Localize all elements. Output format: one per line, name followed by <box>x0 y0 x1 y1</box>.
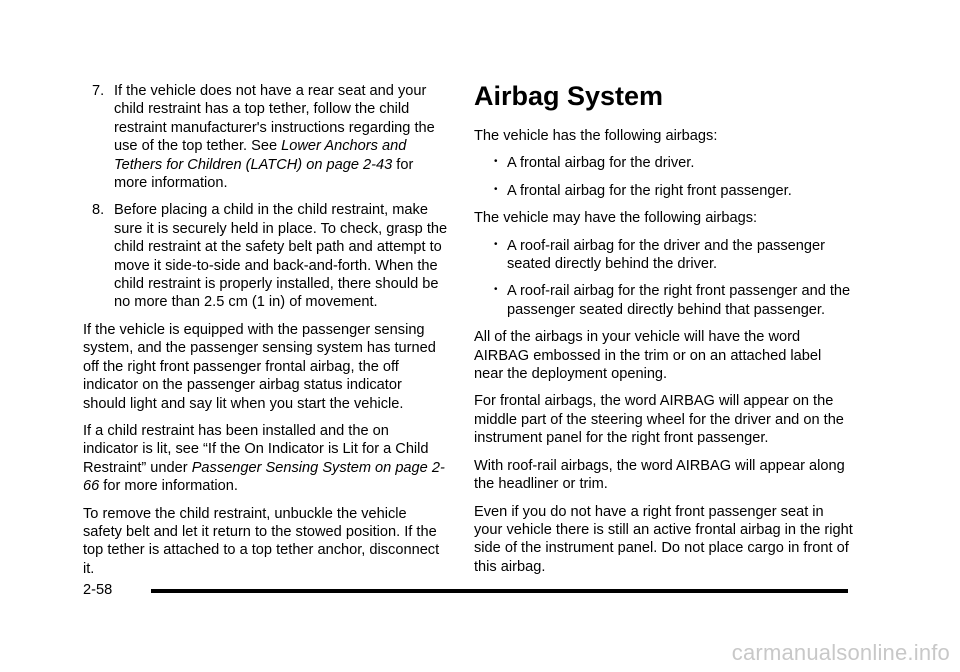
right-column <box>474 82 854 585</box>
cross-reference-link[interactable]: Lower Anchors and Tethers for Children (LATCH) on page 2-43 <box>114 138 407 173</box>
watermark: carmanualsonline.info <box>731 640 950 665</box>
paragraph: For frontal airbags, the word AIRBAG will appear on the middle part of the steering wheel for the driver and on the instrument panel for the right front passenger. <box>474 393 844 447</box>
list-number: 7. <box>92 83 105 99</box>
left-column <box>83 82 448 587</box>
list-item-text: A frontal airbag for the right front passenger. <box>507 182 792 199</box>
paragraph: If the vehicle is equipped with the passenger sensing system, and the passenger sensing system has turned off the right front passenger frontal airbag, the off indicator on the passenger airbag status indicator should light and say lit when you start the vehicle. <box>83 321 436 412</box>
paragraph: Even if you do not have a right front passenger seat in your vehicle there is still an active frontal airbag in the right side of the instrument panel. Do not place cargo in front of this airbag. <box>474 503 853 575</box>
bullet-list <box>474 154 854 200</box>
page-number: 2-58 <box>83 582 113 598</box>
bullet-icon: • <box>494 156 498 168</box>
list-number: 8. <box>92 202 105 219</box>
list-item <box>474 282 854 319</box>
paragraph-text-end: for more information. <box>99 478 238 495</box>
bullet-icon: • <box>494 238 498 250</box>
cross-reference-link[interactable]: Passenger Sensing System on page 2-66 <box>83 459 445 495</box>
bullet-icon: • <box>494 183 498 195</box>
list-item-text: A frontal airbag for the driver. <box>507 155 695 172</box>
list-item-text: A roof-rail airbag for the right front passenger and the passenger seated directly behind that passenger. <box>507 283 851 318</box>
paragraph-child-restraint <box>83 422 448 496</box>
list-item <box>474 237 854 274</box>
item-text-end: for more information. <box>114 156 414 192</box>
footer-rule <box>151 589 848 593</box>
paragraph: All of the airbags in your vehicle will have the word AIRBAG embossed in the trim or on an attached label near the deployment opening. <box>474 329 822 383</box>
paragraph-text: If a child restraint has been installed and the on indicator is lit, see “If the On Indicator is Lit for a Child Restraint” under <box>83 422 429 476</box>
paragraph: To remove the child restraint, unbuckle the vehicle safety belt and let it return to the stowed position. If the top tether is attached to a top tether anchor, disconnect it. <box>83 505 440 577</box>
list-item <box>474 154 854 172</box>
bullet-icon: • <box>494 284 498 296</box>
list-item-text: A roof-rail airbag for the driver and the passenger seated directly behind the driver. <box>507 237 825 273</box>
paragraph: The vehicle has the following airbags: <box>474 128 718 144</box>
list-item <box>474 182 854 200</box>
item-text: If the vehicle does not have a rear seat and your child restraint has a top tether, follow the child restraint manufacturer's instructions regarding the use of the top tether. See <box>114 83 435 155</box>
paragraph: With roof-rail airbags, the word AIRBAG will appear along the headliner or trim. <box>474 457 845 493</box>
item-text: Before placing a child in the child restraint, make sure it is securely held in place. To check, grasp the child restraint at the safety belt path and attempt to move it side-to-side and back-and-forth. When the child restraint is properly installed, there should be no more than 2.5 cm (1 in) of movement. <box>114 202 448 311</box>
section-heading: Airbag System <box>474 81 664 111</box>
bullet-list <box>474 237 854 320</box>
list-item-8 <box>83 201 448 311</box>
paragraph: The vehicle may have the following airbags: <box>474 210 758 227</box>
list-item-7 <box>83 82 448 192</box>
